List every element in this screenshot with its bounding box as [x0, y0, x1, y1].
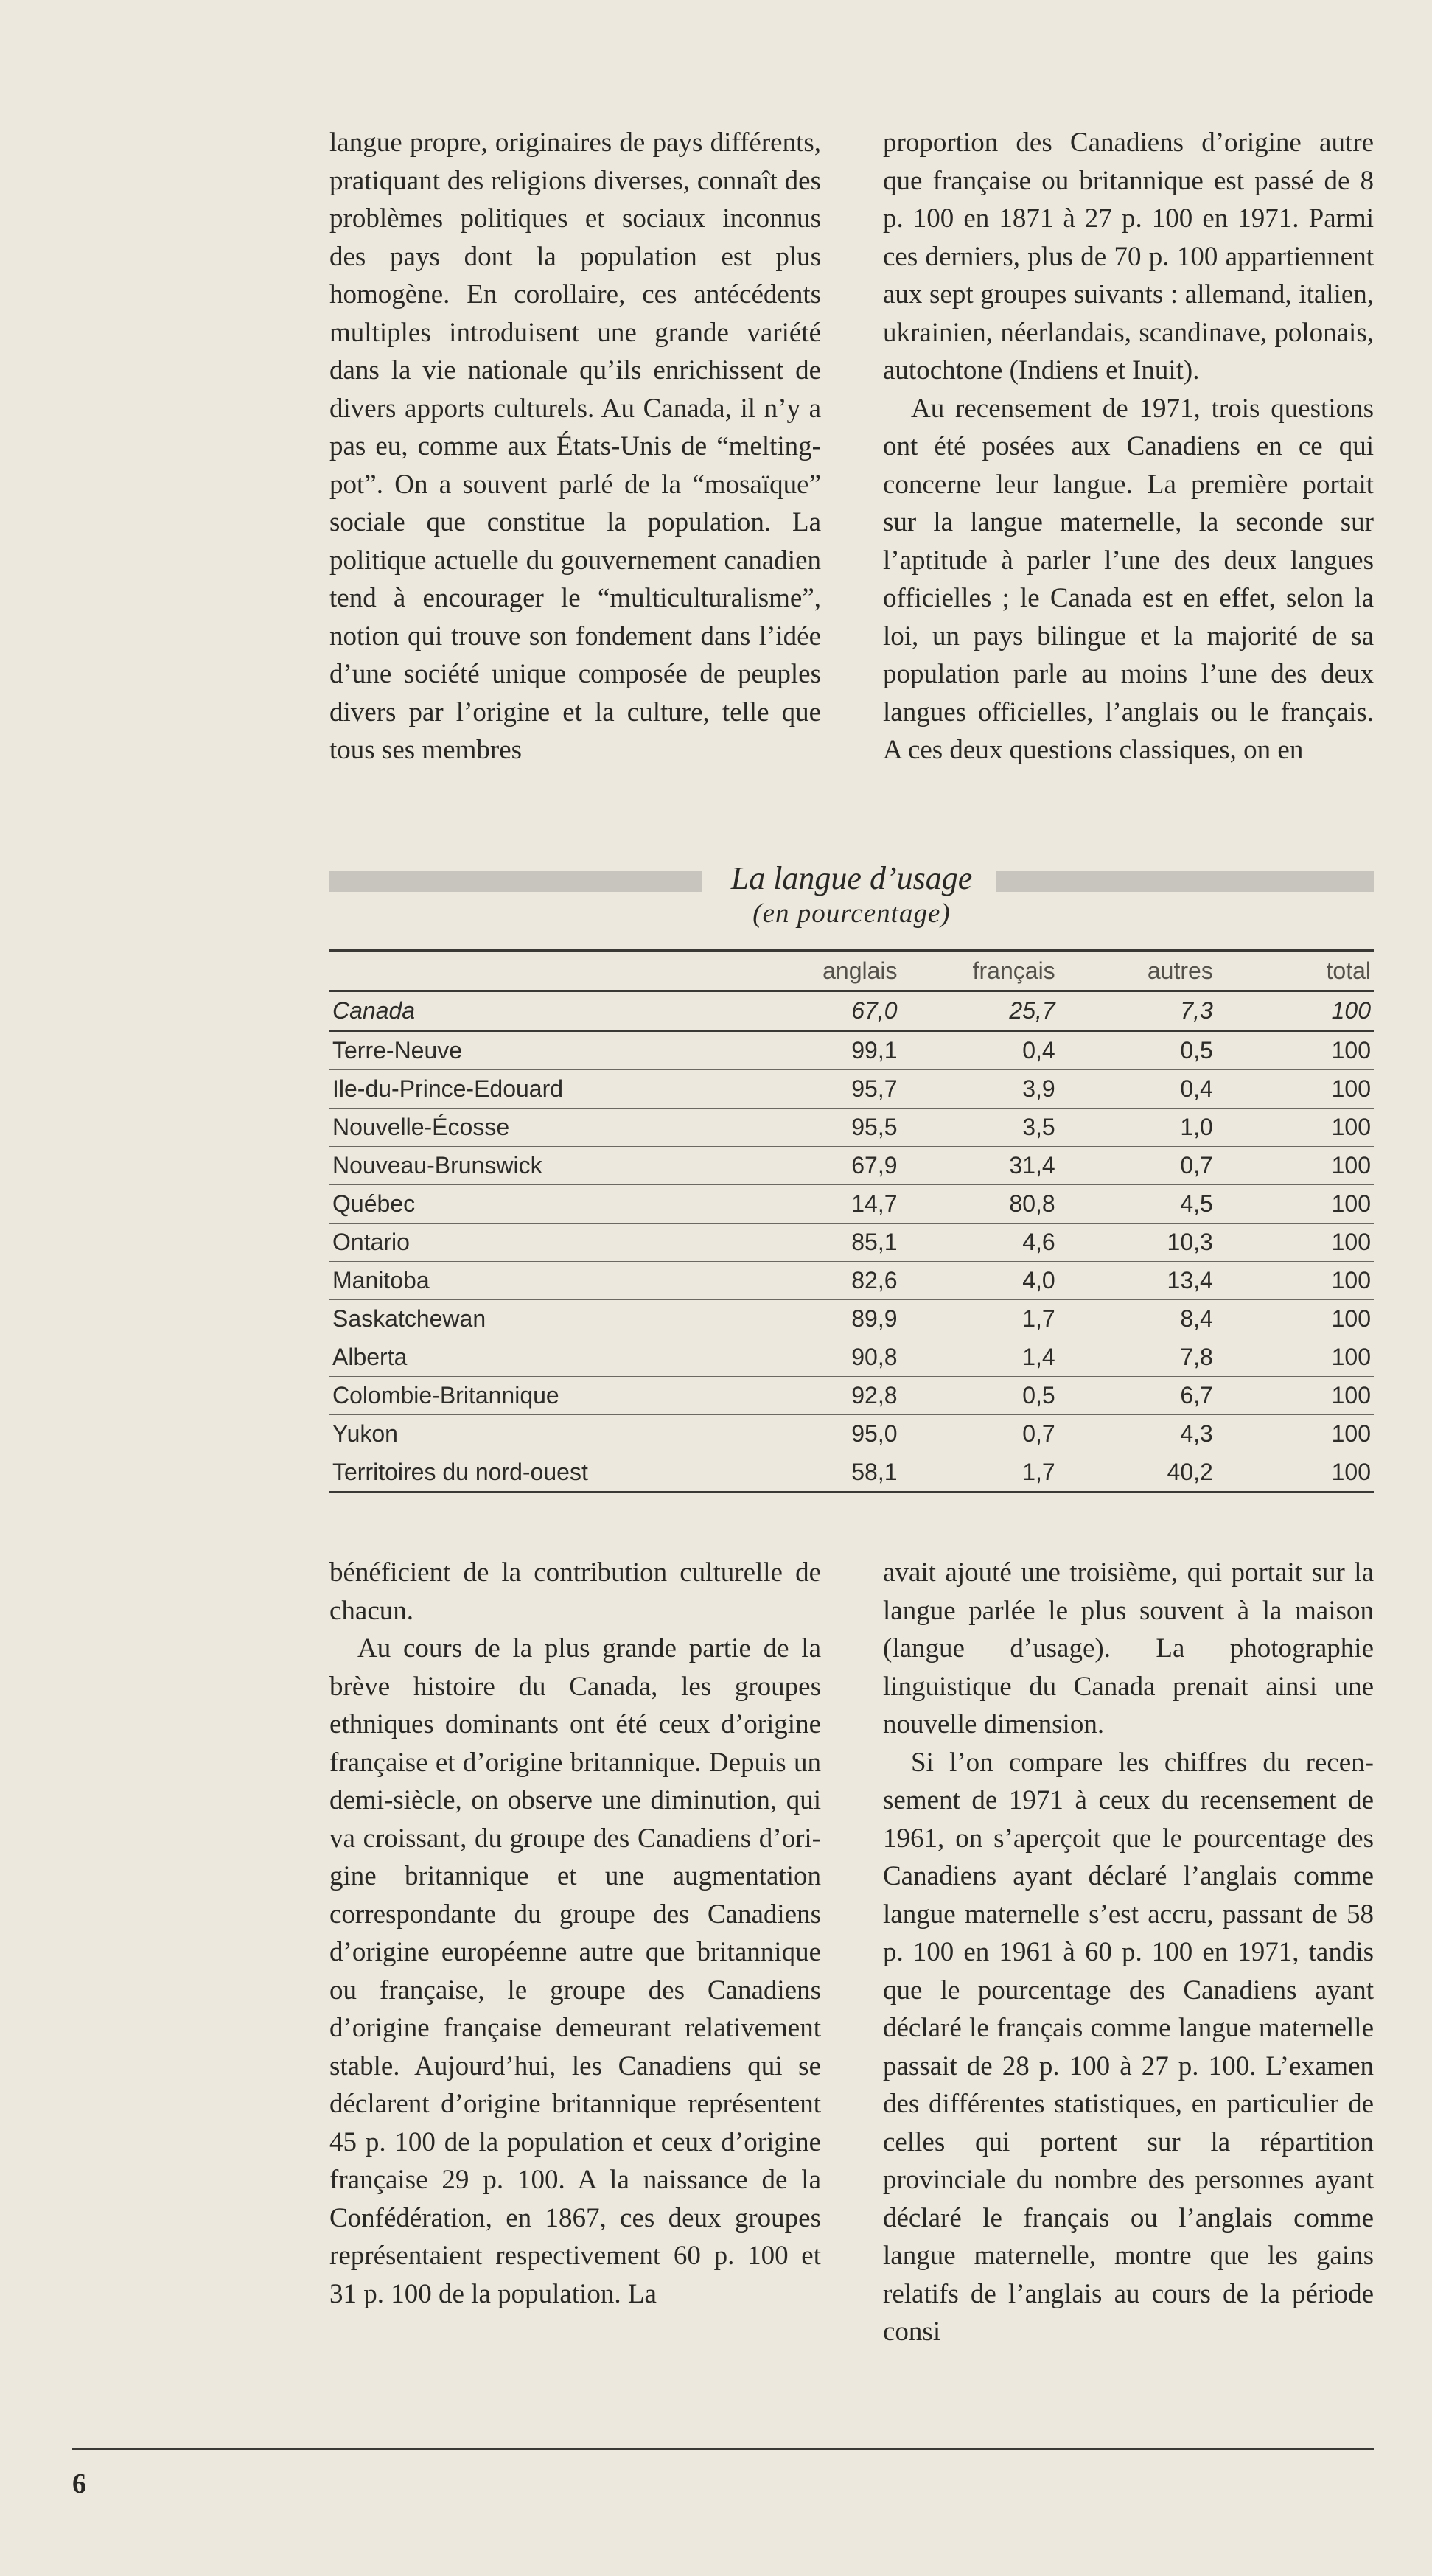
cell-autres: 0,7 — [1180, 1152, 1213, 1179]
cell-region: Nouvelle-Écosse — [332, 1114, 510, 1140]
cell-autres: 8,4 — [1180, 1305, 1213, 1332]
header-autres: autres — [1147, 957, 1213, 984]
cell-autres: 4,3 — [1180, 1420, 1213, 1447]
table-row — [329, 1262, 1374, 1300]
cell-anglais: 58,1 — [851, 1459, 898, 1485]
cell-francais: 4,6 — [1022, 1229, 1055, 1255]
cell-anglais: 82,6 — [851, 1267, 898, 1294]
cell-francais: 3,5 — [1022, 1114, 1055, 1140]
cell-francais: 80,8 — [1009, 1190, 1055, 1217]
table-heading — [329, 855, 1374, 929]
cell-francais: 0,5 — [1022, 1382, 1055, 1409]
cell-region: Canada — [332, 997, 416, 1024]
table-row — [329, 1415, 1374, 1453]
cell-anglais: 67,9 — [851, 1152, 898, 1179]
column-top-right — [883, 124, 1374, 769]
cell-autres: 7,3 — [1180, 997, 1213, 1024]
cell-anglais: 95,7 — [851, 1075, 898, 1102]
cell-total: 100 — [1331, 1190, 1371, 1217]
cell-autres: 7,8 — [1180, 1344, 1213, 1370]
table-row — [329, 1338, 1374, 1377]
table-row — [329, 1224, 1374, 1262]
cell-autres: 40,2 — [1167, 1459, 1213, 1485]
header-anglais: anglais — [822, 957, 898, 984]
cell-total: 100 — [1331, 1305, 1371, 1332]
table-row — [329, 1300, 1374, 1338]
header-region — [329, 951, 742, 991]
cell-region: Alberta — [332, 1344, 408, 1370]
cell-region: Yukon — [332, 1420, 398, 1447]
table-row — [329, 991, 1374, 1031]
cell-total: 100 — [1331, 1037, 1371, 1064]
cell-francais: 4,0 — [1022, 1267, 1055, 1294]
cell-total: 100 — [1331, 1267, 1371, 1294]
table-title: La langue d’usage — [730, 860, 973, 896]
cell-anglais: 67,0 — [851, 997, 898, 1024]
paragraph: Au recensement de 1971, trois questions ont été posées aux Canadiens en ce qui concerne leur langue. La première portait sur la langue maternelle, la seconde sur l’aptitude à parler l’une des deux langues officielles ; le Canada est en effet, selon la loi, un pays bilingue et la majorité de sa population parle au moins l’une des deux langues officielles, l’anglais ou le français. A ces deux questions classiques, on en — [883, 393, 1374, 765]
cell-autres: 13,4 — [1167, 1267, 1213, 1294]
cell-anglais: 14,7 — [851, 1190, 898, 1217]
cell-region: Nouveau-Brunswick — [332, 1152, 542, 1179]
cell-region: Ile-du-Prince-Edouard — [332, 1075, 564, 1102]
cell-anglais: 92,8 — [851, 1382, 898, 1409]
cell-total: 100 — [1331, 1075, 1371, 1102]
cell-anglais: 85,1 — [851, 1229, 898, 1255]
cell-francais: 0,4 — [1022, 1037, 1055, 1064]
cell-region: Québec — [332, 1190, 416, 1217]
cell-francais: 1,4 — [1022, 1344, 1055, 1370]
table-header-row — [329, 951, 1374, 991]
paragraph: bénéficient de la contribution culturelle de chacun. — [329, 1557, 821, 1626]
paragraph: langue propre, originaires de pays différents, pratiquant des religions diverses, connaît des problèmes politiques et sociaux inconnus des pays dont la population est plus homogène. En corollaire, ces antécédents multiples introduisent une grande variété dans la vie nationale qu’ils enrichissent de divers apports culturels. Au Canada, il n’y a pas eu, comme aux États-Unis de “melting-pot”. On a souvent parlé de la “mosaïque” sociale que constitue la population. La politique actuelle du gouvernement canadien tend à encourager le “multiculturalisme”, notion qui trouve son fondement dans l’idée d’une société unique composée de peuples divers par l’origine et la culture, telle que tous ses membres — [329, 128, 821, 765]
cell-region: Saskatchewan — [332, 1305, 486, 1332]
cell-autres: 10,3 — [1167, 1229, 1213, 1255]
table-subtitle: (en pourcentage) — [752, 898, 951, 929]
cell-francais: 25,7 — [1009, 997, 1055, 1024]
table-row — [329, 1109, 1374, 1147]
cell-total: 100 — [1331, 1382, 1371, 1409]
table-row — [329, 1185, 1374, 1224]
language-table — [329, 949, 1374, 1493]
cell-francais: 1,7 — [1022, 1305, 1055, 1332]
paragraph: Au cours de la plus grande partie de la brève histoire du Canada, les groupes ethniques dominants ont été ceux d’origine française et d’origine britannique. Depuis un demi-siècle, on observe une diminution, qui va croissant, du groupe des Canadiens d’origine britannique et une augmentation correspondante du groupe des Canadiens d’origine européenne autre que britannique ou française, le groupe des Canadiens d’origine française demeurant relativement stable. Aujourd’hui, les Canadiens qui se déclarent d’origine britannique représentent 45 p. 100 de la population et ceux d’origine française 29 p. 100. A la naissance de la Confédération, en 1867, ces deux groupes représentaient respectivement 60 p. 100 et 31 p. 100 de la population. La — [329, 1633, 821, 2309]
cell-francais: 31,4 — [1009, 1152, 1055, 1179]
cell-region: Terre-Neuve — [332, 1037, 463, 1064]
cell-anglais: 99,1 — [851, 1037, 898, 1064]
cell-total: 100 — [1331, 997, 1371, 1024]
cell-total: 100 — [1331, 1420, 1371, 1447]
page-number: 6 — [72, 2468, 86, 2499]
cell-anglais: 95,5 — [851, 1114, 898, 1140]
header-total: total — [1326, 957, 1371, 984]
paragraph: proportion des Canadiens d’origine autre que française ou britannique est passé de 8 p. 100 en 1871 à 27 p. 100 en 1971. Parmi ces derniers, plus de 70 p. 100 appartiennent aux sept groupes suivants : allemand, italien, ukrainien, néerlandais, scandinave, polonais, autochtone (Indiens et Inuit). — [883, 128, 1374, 385]
paragraph: avait ajouté une troisième, qui portait sur la langue parlée le plus souvent à la maison (langue d’usage). La photographie linguistique du Canada prenait ainsi une nouvelle dimension. — [883, 1557, 1374, 1739]
footer-rule — [72, 2448, 1374, 2450]
cell-anglais: 89,9 — [851, 1305, 898, 1332]
cell-region: Colombie-Britannique — [332, 1382, 559, 1409]
cell-francais: 0,7 — [1022, 1420, 1055, 1447]
cell-region: Ontario — [332, 1229, 410, 1255]
table-row — [329, 1377, 1374, 1415]
cell-autres: 6,7 — [1180, 1382, 1213, 1409]
cell-total: 100 — [1331, 1114, 1371, 1140]
cell-autres: 0,5 — [1180, 1037, 1213, 1064]
table-row — [329, 1453, 1374, 1493]
cell-total: 100 — [1331, 1229, 1371, 1255]
paragraph: Si l’on compare les chiffres du recensement de 1971 à ceux du recensement de 1961, on s’aperçoit que le pourcentage des Canadiens ayant déclaré l’anglais comme langue maternelle s’est accru, passant de 58 p. 100 en 1961 à 60 p. 100 en 1971, tandis que le pourcentage des Canadiens ayant déclaré le français comme langue maternelle passait de 28 p. 100 à 27 p. 100. L’examen des différentes statistiques, en particulier de celles qui portent sur la répartition provinciale du nombre des personnes ayant déclaré le français ou l’anglais comme langue maternelle, montre que les gains relatifs de l’anglais au cours de la période consi — [883, 1747, 1374, 2347]
cell-total: 100 — [1331, 1344, 1371, 1370]
cell-region: Manitoba — [332, 1267, 430, 1294]
column-bottom-right — [883, 1554, 1374, 2351]
cell-francais: 3,9 — [1022, 1075, 1055, 1102]
cell-anglais: 95,0 — [851, 1420, 898, 1447]
cell-anglais: 90,8 — [851, 1344, 898, 1370]
cell-total: 100 — [1331, 1459, 1371, 1485]
table-row — [329, 1147, 1374, 1185]
cell-region: Territoires du nord-ouest — [332, 1459, 588, 1485]
cell-total: 100 — [1331, 1152, 1371, 1179]
cell-autres: 0,4 — [1180, 1075, 1213, 1102]
header-francais: français — [972, 957, 1055, 984]
cell-francais: 1,7 — [1022, 1459, 1055, 1485]
table-row — [329, 1070, 1374, 1109]
cell-autres: 1,0 — [1180, 1114, 1213, 1140]
cell-autres: 4,5 — [1180, 1190, 1213, 1217]
table-row — [329, 1031, 1374, 1070]
column-top-left — [329, 124, 821, 769]
column-bottom-left — [329, 1554, 821, 2313]
